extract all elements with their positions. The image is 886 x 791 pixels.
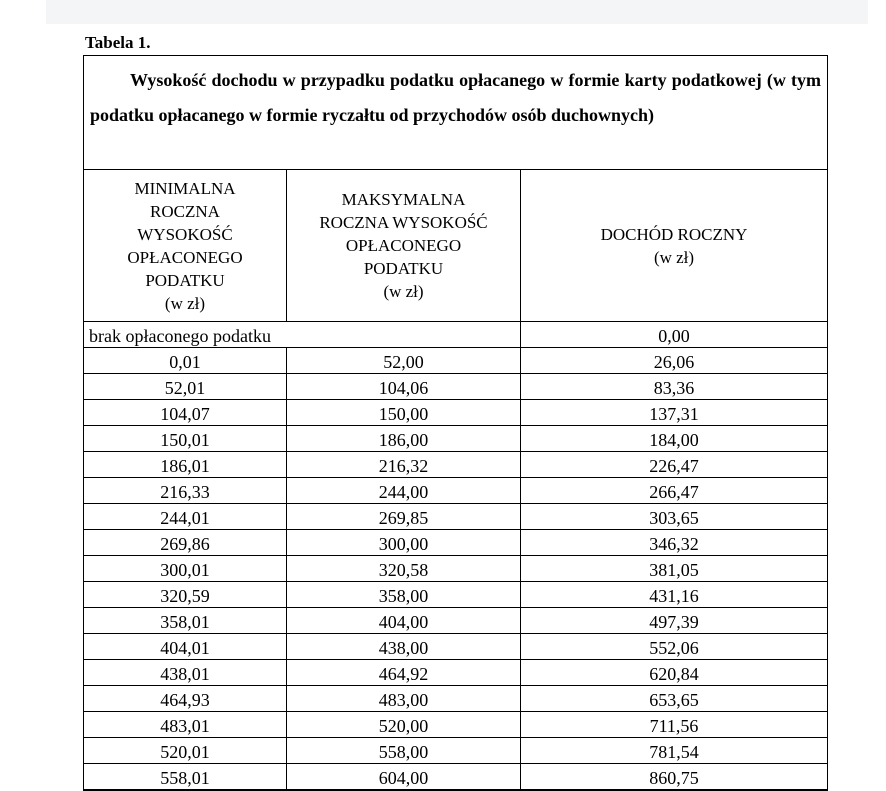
header-max-tax: MAKSYMALNA ROCZNA WYSOKOŚĆ OPŁACONEGO PODATKU (w zł) — [287, 170, 521, 321]
cell-annual-income: 83,36 — [653, 378, 695, 398]
cell-annual-income: 653,65 — [649, 690, 699, 710]
cell-annual-income: 303,65 — [649, 508, 699, 528]
header-min-tax: MINIMALNA ROCZNA WYSOKOŚĆ OPŁACONEGO PODATKU (w zł) — [84, 170, 287, 321]
cell-max-tax: 300,00 — [287, 530, 521, 555]
cell-min-tax: 104,07 — [84, 400, 287, 425]
cell-annual-income: 711,56 — [649, 716, 699, 736]
cell-max-tax: 244,00 — [287, 478, 521, 503]
cell-annual-income: 26,06 — [653, 352, 695, 372]
cell-min-tax: 216,33 — [84, 478, 287, 503]
cell-annual-income: 431,16 — [649, 586, 699, 606]
table-row — [84, 452, 827, 478]
cell-min-tax: 438,01 — [84, 660, 287, 685]
cell-annual-income: 346,32 — [649, 534, 699, 554]
table-row — [84, 348, 827, 374]
table-row — [84, 660, 827, 686]
table-header-row — [84, 170, 827, 322]
cell-min-tax: 358,01 — [84, 608, 287, 633]
table-row — [84, 478, 827, 504]
viewer-top-bar — [46, 0, 868, 24]
table-caption: Wysokość dochodu w przypadku podatku opłacanego w formie karty podatkowej (w tym podatku opłacanego w formie ryczałtu od przychodów osób duchownych) — [84, 56, 827, 170]
cell-annual-income: 381,05 — [649, 560, 699, 580]
table-row — [84, 504, 827, 530]
cell-min-tax: 300,01 — [84, 556, 287, 581]
no-tax-income: 0,00 — [658, 326, 690, 346]
cell-max-tax: 604,00 — [287, 764, 521, 789]
table-body — [84, 348, 827, 790]
table-row — [84, 556, 827, 582]
cell-max-tax: 104,06 — [287, 374, 521, 399]
cell-annual-income: 781,54 — [649, 742, 699, 762]
cell-min-tax: 186,01 — [84, 452, 287, 477]
cell-min-tax: 52,01 — [84, 374, 287, 399]
cell-min-tax: 269,86 — [84, 530, 287, 555]
cell-max-tax: 320,58 — [287, 556, 521, 581]
cell-min-tax: 320,59 — [84, 582, 287, 607]
cell-max-tax: 150,00 — [287, 400, 521, 425]
cell-annual-income: 184,00 — [649, 430, 699, 450]
cell-max-tax: 358,00 — [287, 582, 521, 607]
cell-max-tax: 269,85 — [287, 504, 521, 529]
table-row — [84, 608, 827, 634]
cell-max-tax: 558,00 — [287, 738, 521, 763]
cell-min-tax: 404,01 — [84, 634, 287, 659]
cell-min-tax: 150,01 — [84, 426, 287, 451]
cell-max-tax: 52,00 — [287, 348, 521, 373]
cell-annual-income: 552,06 — [649, 638, 699, 658]
cell-max-tax: 438,00 — [287, 634, 521, 659]
cell-annual-income: 620,84 — [649, 664, 699, 684]
table-label: Tabela 1. — [85, 33, 151, 52]
cell-annual-income: 137,31 — [649, 404, 699, 424]
no-tax-label: brak opłaconego podatku — [84, 322, 521, 347]
cell-annual-income: 226,47 — [649, 456, 699, 476]
cell-min-tax: 244,01 — [84, 504, 287, 529]
cell-annual-income: 860,75 — [649, 768, 699, 788]
income-table — [83, 55, 828, 791]
table-row — [84, 738, 827, 764]
cell-min-tax: 464,93 — [84, 686, 287, 711]
table-row — [84, 530, 827, 556]
cell-max-tax: 483,00 — [287, 686, 521, 711]
table-row — [84, 582, 827, 608]
cell-max-tax: 186,00 — [287, 426, 521, 451]
table-row — [84, 634, 827, 660]
cell-min-tax: 0,01 — [84, 348, 287, 373]
table-row — [84, 374, 827, 400]
cell-max-tax: 464,92 — [287, 660, 521, 685]
table-row — [84, 686, 827, 712]
table-row — [84, 712, 827, 738]
cell-annual-income: 497,39 — [649, 612, 699, 632]
cell-max-tax: 404,00 — [287, 608, 521, 633]
cell-min-tax: 558,01 — [84, 764, 287, 789]
table-row-no-tax — [84, 322, 827, 348]
table-row — [84, 400, 827, 426]
cell-max-tax: 520,00 — [287, 712, 521, 737]
cell-max-tax: 216,32 — [287, 452, 521, 477]
table-row — [84, 426, 827, 452]
header-annual-income: DOCHÓD ROCZNY (w zł) — [600, 224, 748, 267]
cell-min-tax: 520,01 — [84, 738, 287, 763]
table-row — [84, 764, 827, 790]
cell-annual-income: 266,47 — [649, 482, 699, 502]
cell-min-tax: 483,01 — [84, 712, 287, 737]
